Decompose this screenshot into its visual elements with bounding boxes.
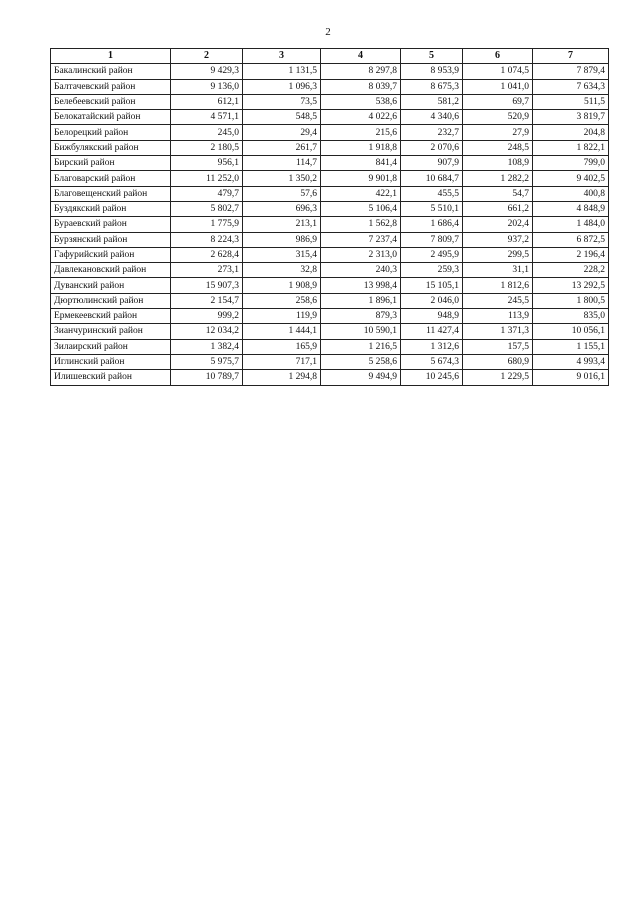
district-name-cell: Дуванский район: [51, 278, 171, 293]
district-name-cell: Илишевский район: [51, 370, 171, 385]
value-cell: 455,5: [401, 186, 463, 201]
page-number: 2: [325, 26, 331, 38]
value-cell: 108,9: [463, 156, 533, 171]
table-row: [51, 309, 609, 324]
value-cell: 1 562,8: [321, 217, 401, 232]
value-cell: 1 382,4: [171, 339, 243, 354]
table-row: [51, 94, 609, 109]
value-cell: 11 427,4: [401, 324, 463, 339]
value-cell: 1 216,5: [321, 339, 401, 354]
table-row: [51, 201, 609, 216]
value-cell: 57,6: [243, 186, 321, 201]
table-row: [51, 278, 609, 293]
value-cell: 273,1: [171, 263, 243, 278]
table-header: [51, 49, 609, 64]
value-cell: 1 074,5: [463, 64, 533, 79]
value-cell: 661,2: [463, 201, 533, 216]
value-cell: 581,2: [401, 94, 463, 109]
value-cell: 1 896,1: [321, 293, 401, 308]
value-cell: 1 775,9: [171, 217, 243, 232]
value-cell: 3 819,7: [533, 110, 609, 125]
value-cell: 538,6: [321, 94, 401, 109]
district-name-cell: Давлекановский район: [51, 263, 171, 278]
value-cell: 7 237,4: [321, 232, 401, 247]
value-cell: 73,5: [243, 94, 321, 109]
value-cell: 5 674,3: [401, 354, 463, 369]
value-cell: 157,5: [463, 339, 533, 354]
value-cell: 956,1: [171, 156, 243, 171]
value-cell: 7 879,4: [533, 64, 609, 79]
table-row: [51, 125, 609, 140]
value-cell: 400,8: [533, 186, 609, 201]
value-cell: 1 918,8: [321, 140, 401, 155]
value-cell: 548,5: [243, 110, 321, 125]
district-name-cell: Ермекеевский район: [51, 309, 171, 324]
value-cell: 680,9: [463, 354, 533, 369]
value-cell: 4 022,6: [321, 110, 401, 125]
district-name-cell: Балтачевский район: [51, 79, 171, 94]
district-name-cell: Белорецкий район: [51, 125, 171, 140]
value-cell: 2 070,6: [401, 140, 463, 155]
district-name-cell: Дюртюлинский район: [51, 293, 171, 308]
value-cell: 1 686,4: [401, 217, 463, 232]
value-cell: 10 789,7: [171, 370, 243, 385]
value-cell: 1 908,9: [243, 278, 321, 293]
value-cell: 258,6: [243, 293, 321, 308]
district-name-cell: Зилаирский район: [51, 339, 171, 354]
value-cell: 114,7: [243, 156, 321, 171]
value-cell: 9 429,3: [171, 64, 243, 79]
value-cell: 9 016,1: [533, 370, 609, 385]
value-cell: 1 229,5: [463, 370, 533, 385]
district-name-cell: Зианчуринский район: [51, 324, 171, 339]
district-name-cell: Бакалинский район: [51, 64, 171, 79]
value-cell: 7 809,7: [401, 232, 463, 247]
value-cell: 213,1: [243, 217, 321, 232]
value-cell: 8 039,7: [321, 79, 401, 94]
value-cell: 1 312,6: [401, 339, 463, 354]
value-cell: 835,0: [533, 309, 609, 324]
value-cell: 204,8: [533, 125, 609, 140]
table-row: [51, 186, 609, 201]
value-cell: 27,9: [463, 125, 533, 140]
value-cell: 9 402,5: [533, 171, 609, 186]
value-cell: 8 297,8: [321, 64, 401, 79]
value-cell: 5 106,4: [321, 201, 401, 216]
value-cell: 2 628,4: [171, 247, 243, 262]
value-cell: 4 340,6: [401, 110, 463, 125]
value-cell: 799,0: [533, 156, 609, 171]
value-cell: 202,4: [463, 217, 533, 232]
value-cell: 32,8: [243, 263, 321, 278]
district-name-cell: Бижбулякский район: [51, 140, 171, 155]
header-row: [51, 49, 609, 64]
table-row: [51, 171, 609, 186]
district-name-cell: Белокатайский район: [51, 110, 171, 125]
value-cell: 215,6: [321, 125, 401, 140]
value-cell: 937,2: [463, 232, 533, 247]
value-cell: 10 056,1: [533, 324, 609, 339]
district-name-cell: Иглинский район: [51, 354, 171, 369]
value-cell: 986,9: [243, 232, 321, 247]
value-cell: 1 800,5: [533, 293, 609, 308]
table-body: [51, 64, 609, 385]
value-cell: 2 046,0: [401, 293, 463, 308]
value-cell: 1 096,3: [243, 79, 321, 94]
value-cell: 612,1: [171, 94, 243, 109]
value-cell: 7 634,3: [533, 79, 609, 94]
value-cell: 1 444,1: [243, 324, 321, 339]
value-cell: 907,9: [401, 156, 463, 171]
table-row: [51, 354, 609, 369]
district-name-cell: Благовещенский район: [51, 186, 171, 201]
district-name-cell: Белебеевский район: [51, 94, 171, 109]
value-cell: 717,1: [243, 354, 321, 369]
value-cell: 4 848,9: [533, 201, 609, 216]
value-cell: 999,2: [171, 309, 243, 324]
value-cell: 5 258,6: [321, 354, 401, 369]
value-cell: 240,3: [321, 263, 401, 278]
district-name-cell: Бирский район: [51, 156, 171, 171]
value-cell: 119,9: [243, 309, 321, 324]
value-cell: 228,2: [533, 263, 609, 278]
value-cell: 1 282,2: [463, 171, 533, 186]
value-cell: 948,9: [401, 309, 463, 324]
value-cell: 12 034,2: [171, 324, 243, 339]
district-name-cell: Гафурийский район: [51, 247, 171, 262]
district-name-cell: Благоварский район: [51, 171, 171, 186]
value-cell: 4 993,4: [533, 354, 609, 369]
value-cell: 245,5: [463, 293, 533, 308]
value-cell: 1 155,1: [533, 339, 609, 354]
district-name-cell: Бураевский район: [51, 217, 171, 232]
value-cell: 8 953,9: [401, 64, 463, 79]
value-cell: 5 510,1: [401, 201, 463, 216]
value-cell: 6 872,5: [533, 232, 609, 247]
value-cell: 10 590,1: [321, 324, 401, 339]
value-cell: 511,5: [533, 94, 609, 109]
table-row: [51, 64, 609, 79]
value-cell: 479,7: [171, 186, 243, 201]
value-cell: 1 350,2: [243, 171, 321, 186]
value-cell: 1 812,6: [463, 278, 533, 293]
column-header: 5: [401, 49, 463, 64]
value-cell: 9 136,0: [171, 79, 243, 94]
value-cell: 29,4: [243, 125, 321, 140]
value-cell: 54,7: [463, 186, 533, 201]
value-cell: 11 252,0: [171, 171, 243, 186]
district-name-cell: Буздякский район: [51, 201, 171, 216]
value-cell: 1 822,1: [533, 140, 609, 155]
table-row: [51, 140, 609, 155]
value-cell: 2 313,0: [321, 247, 401, 262]
column-header: 7: [533, 49, 609, 64]
value-cell: 31,1: [463, 263, 533, 278]
value-cell: 15 907,3: [171, 278, 243, 293]
value-cell: 165,9: [243, 339, 321, 354]
table-row: [51, 339, 609, 354]
value-cell: 422,1: [321, 186, 401, 201]
value-cell: 1 294,8: [243, 370, 321, 385]
value-cell: 2 154,7: [171, 293, 243, 308]
table-row: [51, 156, 609, 171]
table-row: [51, 324, 609, 339]
district-name-cell: Бурзянский район: [51, 232, 171, 247]
value-cell: 4 571,1: [171, 110, 243, 125]
value-cell: 315,4: [243, 247, 321, 262]
value-cell: 520,9: [463, 110, 533, 125]
value-cell: 879,3: [321, 309, 401, 324]
value-cell: 2 495,9: [401, 247, 463, 262]
value-cell: 8 675,3: [401, 79, 463, 94]
value-cell: 299,5: [463, 247, 533, 262]
value-cell: 1 371,3: [463, 324, 533, 339]
value-cell: 9 901,8: [321, 171, 401, 186]
table-row: [51, 110, 609, 125]
value-cell: 248,5: [463, 140, 533, 155]
value-cell: 841,4: [321, 156, 401, 171]
value-cell: 1 131,5: [243, 64, 321, 79]
value-cell: 15 105,1: [401, 278, 463, 293]
column-header: 1: [51, 49, 171, 64]
value-cell: 10 684,7: [401, 171, 463, 186]
column-header: 3: [243, 49, 321, 64]
table-row: [51, 293, 609, 308]
value-cell: 2 180,5: [171, 140, 243, 155]
table-row: [51, 217, 609, 232]
column-header: 2: [171, 49, 243, 64]
value-cell: 5 975,7: [171, 354, 243, 369]
table-row: [51, 370, 609, 385]
value-cell: 232,7: [401, 125, 463, 140]
value-cell: 259,3: [401, 263, 463, 278]
value-cell: 245,0: [171, 125, 243, 140]
value-cell: 1 041,0: [463, 79, 533, 94]
value-cell: 69,7: [463, 94, 533, 109]
value-cell: 10 245,6: [401, 370, 463, 385]
value-cell: 696,3: [243, 201, 321, 216]
value-cell: 113,9: [463, 309, 533, 324]
value-cell: 9 494,9: [321, 370, 401, 385]
table-row: [51, 247, 609, 262]
column-header: 6: [463, 49, 533, 64]
value-cell: 13 292,5: [533, 278, 609, 293]
table-row: [51, 79, 609, 94]
table-row: [51, 232, 609, 247]
value-cell: 13 998,4: [321, 278, 401, 293]
value-cell: 261,7: [243, 140, 321, 155]
value-cell: 8 224,3: [171, 232, 243, 247]
value-cell: 5 802,7: [171, 201, 243, 216]
table-row: [51, 263, 609, 278]
value-cell: 1 484,0: [533, 217, 609, 232]
value-cell: 2 196,4: [533, 247, 609, 262]
data-table: [50, 48, 609, 386]
column-header: 4: [321, 49, 401, 64]
